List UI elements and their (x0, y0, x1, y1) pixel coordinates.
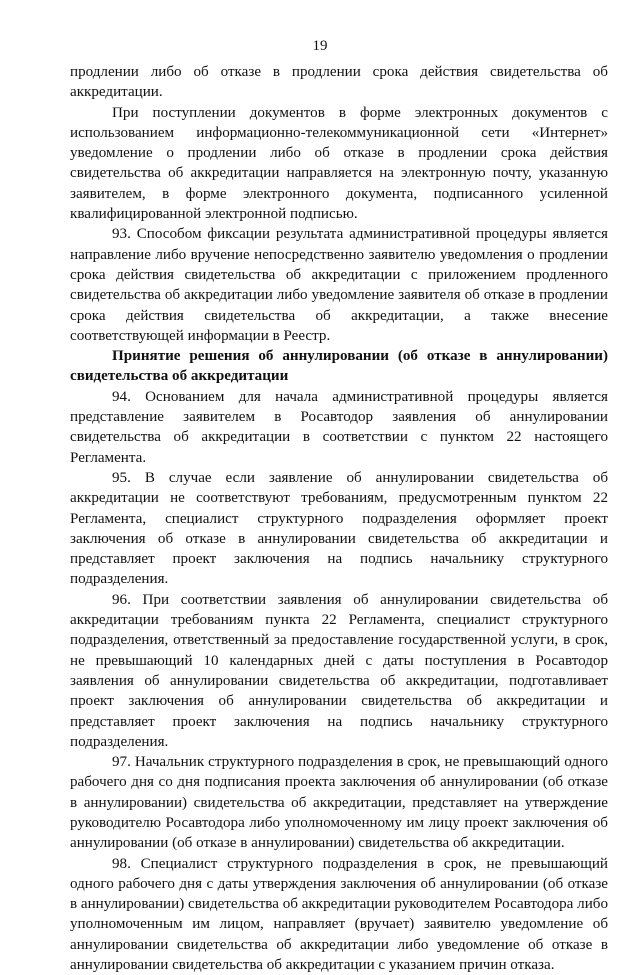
page-number: 19 (312, 38, 328, 54)
section-heading: Принятие решения об аннулировании (об отказе в аннулировании) свидетельства об аккредитации (70, 348, 608, 385)
paragraph-95: 95. В случае если заявление об аннулировании свидетельства об аккредитации не соответствуют требованиям, предусмотренным пунктом 22 Регламента, специалист структурного подразделения оформляет проект заключения об отказе в аннулировании свидетельства об аккредитации и представляет проект заключения на подпись начальнику структурного подразделения. (70, 469, 608, 588)
paragraph-continued: продлении либо об отказе в продлении срока действия свидетельства об аккредитации. (70, 64, 608, 101)
paragraph-96: 96. При соответствии заявления об аннулировании свидетельства об аккредитации требованиям пункта 22 Регламента, специалист структурного подразделения, ответственный за предоставление государственной услуги, в срок, не превышающий 10 календарных дней с даты поступления в Росавтодор заявления об аннулировании свидетельства об аккредитации, подготавливает проект заключения об аннулировании свидетельства об аккредитации и представляет проект заключения на подпись начальнику структурного подразделения. (70, 591, 608, 750)
paragraph-electronic-documents: При поступлении документов в форме электронных документов с использованием информационно-телекоммуникационной сети «Интернет» уведомление о продлении либо об отказе в продлении срока действия свидетельства об аккредитации направляется на электронную почту, указанную заявителем, в форме электронного документа, подписанного усиленной квалифицированной электронной подписью. (70, 104, 608, 223)
paragraph-97: 97. Начальник структурного подразделения в срок, не превышающий одного рабочего дня со дня подписания проекта заключения об аннулировании (об отказе в аннулировании) свидетельства об аккредитации, представляет на утверждение руководителю Росавтодора либо уполномоченному им лицу проект заключения об аннулировании (об отказе в аннулировании) свидетельства об аккредитации. (70, 754, 608, 852)
document-body (70, 62, 608, 975)
paragraph-93: 93. Способом фиксации результата административной процедуры является направление либо вручение непосредственно заявителю уведомления о продлении срока действия свидетельства об аккредитации с приложением продленного свидетельства об аккредитации либо уведомление заявителя об отказе в продлении срока действия свидетельства об аккредитации, а также внесение соответствующей информации в Реестр. (70, 226, 608, 344)
paragraph-98: 98. Специалист структурного подразделения в срок, не превышающий одного рабочего дня с даты утверждения заключения об аннулировании (об отказе в аннулировании) свидетельства об аккредитации руководителем Росавтодора либо уполномоченным им лицом, направляет (вручает) заявителю уведомление об аннулировании свидетельства об аккредитации либо уведомление об отказе в аннулировании свидетельства об аккредитации с указанием причин отказа. (70, 855, 608, 974)
paragraph-94: 94. Основанием для начала административной процедуры является представление заявителем в Росавтодор заявления об аннулировании свидетельства об аккредитации в соответствии с пунктом 22 настоящего Регламента. (70, 388, 608, 466)
